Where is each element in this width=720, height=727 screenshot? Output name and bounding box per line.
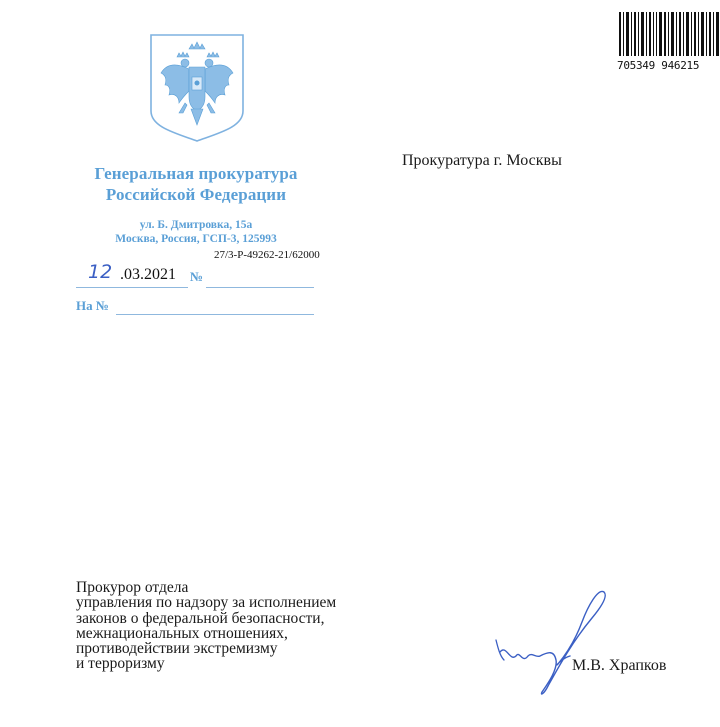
- date-field: [76, 263, 316, 289]
- reply-to-label: На №: [76, 298, 109, 313]
- signer-title-line: и терроризму: [76, 655, 165, 673]
- org-name-line2: Российской Федерации: [105, 185, 287, 204]
- barcode: [617, 10, 720, 72]
- signer-name: М.В. Храпков: [572, 657, 667, 674]
- handwritten-day: 12: [88, 261, 113, 283]
- reply-to-underline: [116, 314, 314, 315]
- registration-number: 27/3-Р-49262-21/62000: [214, 249, 320, 261]
- signer-title-line: противодействии экстремизму: [76, 640, 278, 658]
- signer-title-line: управления по надзору за исполнением: [76, 594, 337, 612]
- signer-title: [76, 580, 406, 672]
- number-sign-label: №: [190, 269, 204, 284]
- signer-title-line: межнациональных отношениях,: [76, 624, 288, 642]
- reply-to-field: [76, 296, 316, 318]
- date-underline: [76, 287, 188, 288]
- date-month-year: .03.2021: [120, 266, 176, 283]
- address-line2: Москва, Россия, ГСП-3, 125993: [115, 233, 277, 245]
- recipient: Прокуратура г. Москвы: [402, 152, 562, 169]
- signature-icon: [492, 582, 642, 700]
- org-name-line1: Генеральная прокуратура: [94, 164, 298, 183]
- address-line1: ул. Б. Дмитровка, 15а: [139, 219, 253, 231]
- barcode-bars-icon: [617, 10, 720, 58]
- number-underline: [206, 287, 314, 288]
- barcode-number: 705349 946215: [617, 59, 700, 72]
- signer-title-line: законов о федеральной безопасности,: [76, 609, 325, 627]
- coat-of-arms-icon: [149, 33, 245, 143]
- signer-title-line: Прокурор отдела: [76, 579, 189, 596]
